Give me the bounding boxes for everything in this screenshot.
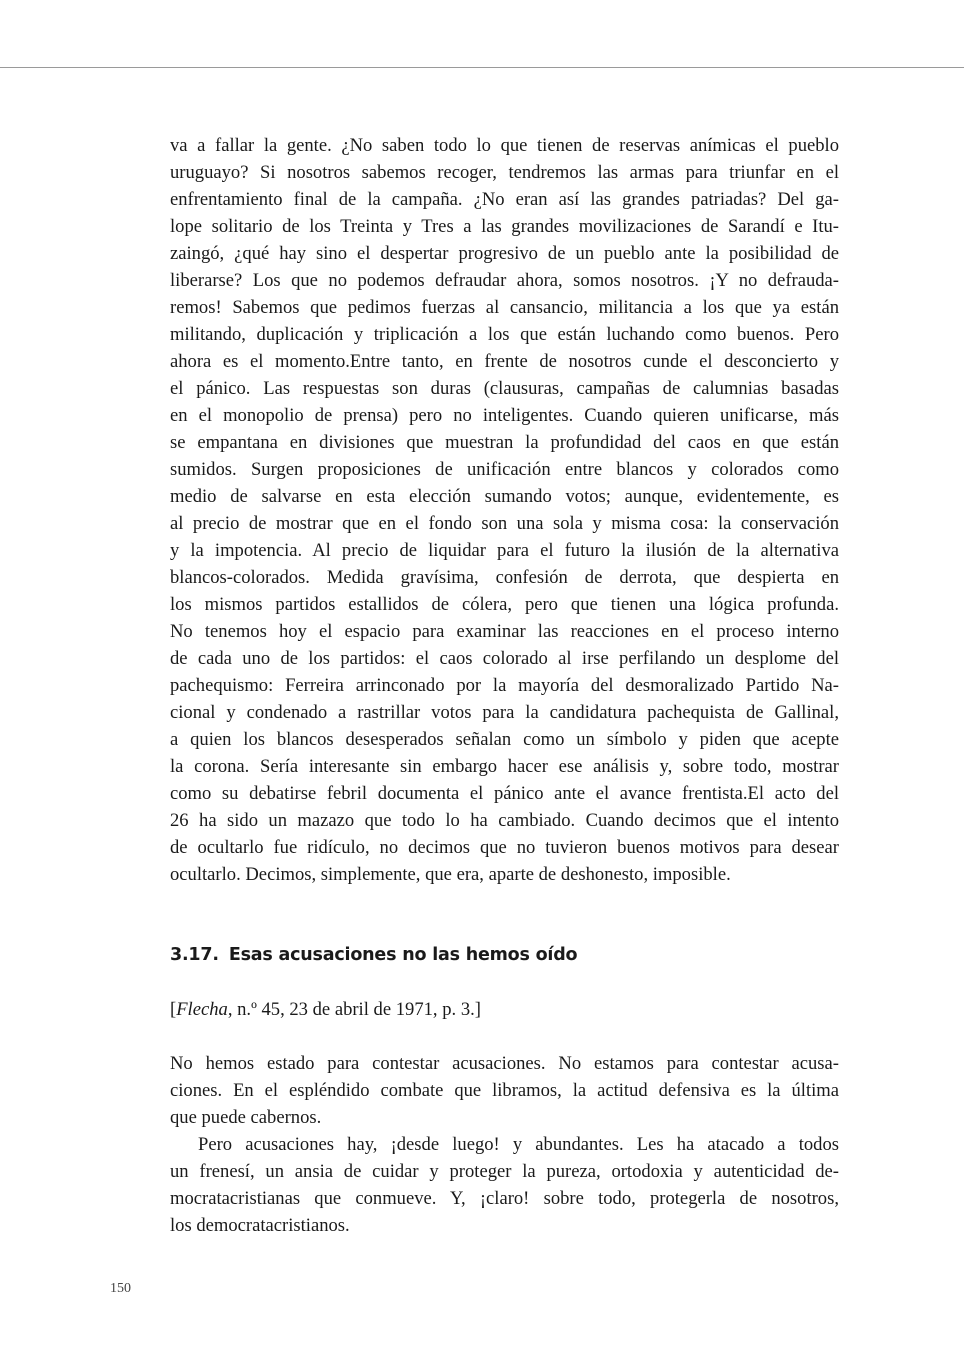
body-text-section — [170, 1050, 839, 1239]
text-line: al precio de mostrar que en el fondo son una sola y misma cosa: la conservación — [170, 513, 839, 534]
text-line: de cada uno de los partidos: el caos colorado al irse perfilando un desplome del — [170, 648, 839, 669]
section-heading — [170, 942, 839, 968]
body-text-continued — [170, 132, 839, 888]
citation-source: Flecha — [176, 999, 228, 1020]
text-line: No hemos estado para contestar acusaciones. No estamos para contestar acusa- — [170, 1053, 839, 1074]
text-line: se empantana en divisiones que muestran la profundidad del caos en que están — [170, 432, 839, 453]
text-line: el pánico. Las respuestas son duras (clausuras, campañas de calumnias basadas — [170, 378, 839, 399]
text-line: ciones. En el espléndido combate que libramos, la actitud defensiva es la última — [170, 1080, 839, 1101]
text-line: uruguayo? Si nosotros sabemos recoger, tendremos las armas para triunfar en el — [170, 162, 839, 183]
text-line: cional y condenado a rastrillar votos para la candidatura pachequista de Gallinal, — [170, 702, 839, 723]
text-line: blancos-colorados. Medida gravísima, confesión de derrota, que despierta en — [170, 567, 839, 588]
section-number: 3.17. — [170, 945, 219, 965]
text-line: remos! Sabemos que pedimos fuerzas al cansancio, militancia a los que ya están — [170, 297, 839, 318]
paragraph — [170, 132, 839, 888]
text-line: 26 ha sido un mazazo que todo lo ha cambiado. Cuando decimos que el intento — [170, 810, 839, 831]
text-line: sumidos. Surgen proposiciones de unificación entre blancos y colorados como — [170, 459, 839, 480]
page-number: 150 — [110, 1281, 131, 1296]
text-line: en el monopolio de prensa) pero no inteligentes. Cuando quieren unificarse, más — [170, 405, 839, 426]
text-line: ocultarlo. Decimos, simplemente, que era, aparte de deshonesto, imposible. — [170, 864, 731, 885]
text-line: lope solitario de los Treinta y Tres a las grandes movilizaciones de Sarandí e Itu- — [170, 216, 839, 237]
text-line: los mismos partidos estallidos de cólera, pero que tienen una lógica profunda. — [170, 594, 839, 615]
text-line: mocratacristianas que conmueve. Y, ¡claro! sobre todo, protegerla de nosotros, — [170, 1188, 839, 1209]
text-line: que puede cabernos. — [170, 1107, 322, 1128]
text-line: No tenemos hoy el espacio para examinar las reacciones en el proceso interno — [170, 621, 839, 642]
text-line: la corona. Sería interesante sin embargo hacer ese análisis y, sobre todo, mostrar — [170, 756, 839, 777]
text-line: un frenesí, un ansia de cuidar y proteger la pureza, ortodoxia y autenticidad de- — [170, 1161, 839, 1182]
text-line: va a fallar la gente. ¿No saben todo lo que tienen de reservas anímicas el pueblo — [170, 135, 839, 156]
text-line: como su debatirse febril documenta el pánico ante el avance frentista.El acto del — [170, 783, 839, 804]
text-line: pachequismo: Ferreira arrinconado por la mayoría del desmoralizado Partido Na- — [170, 675, 839, 696]
source-citation — [170, 996, 481, 1023]
paragraph — [170, 1050, 839, 1131]
text-line: y la impotencia. Al precio de liquidar para el futuro la ilusión de la alternativa — [170, 540, 839, 561]
section-title: Esas acusaciones no las hemos oído — [228, 945, 578, 965]
text-line: a quien los blancos desesperados señalan como un símbolo y piden que acepte — [170, 729, 839, 750]
text-line: ahora es el momento.Entre tanto, en frente de nosotros cunde el desconcierto y — [170, 351, 839, 372]
text-line: Pero acusaciones hay, ¡desde luego! y abundantes. Les ha atacado a todos — [198, 1134, 839, 1155]
text-line: enfrentamiento final de la campaña. ¿No eran así las grandes patriadas? Del ga- — [170, 189, 839, 210]
text-line: liberarse? Los que no podemos defraudar ahora, somos nosotros. ¡Y no defrauda- — [170, 270, 839, 291]
text-line: militando, duplicación y triplicación a los que están luchando como buenos. Pero — [170, 324, 839, 345]
text-line: los democratacristianos. — [170, 1215, 350, 1236]
text-line: zaingó, ¿qué hay sino el despertar progresivo de un pueblo ante la posibilidad de — [170, 243, 839, 264]
header-rule — [0, 67, 964, 68]
text-line: medio de salvarse en esta elección sumando votos; aunque, evidentemente, es — [170, 486, 839, 507]
citation-details: , n.º 45, 23 de abril de 1971, p. 3.] — [227, 999, 481, 1020]
paragraph — [170, 1131, 839, 1239]
text-line: de ocultarlo fue ridículo, no decimos que no tuvieron buenos motivos para desear — [170, 837, 839, 858]
citation-bracket-open: [ — [170, 999, 177, 1020]
